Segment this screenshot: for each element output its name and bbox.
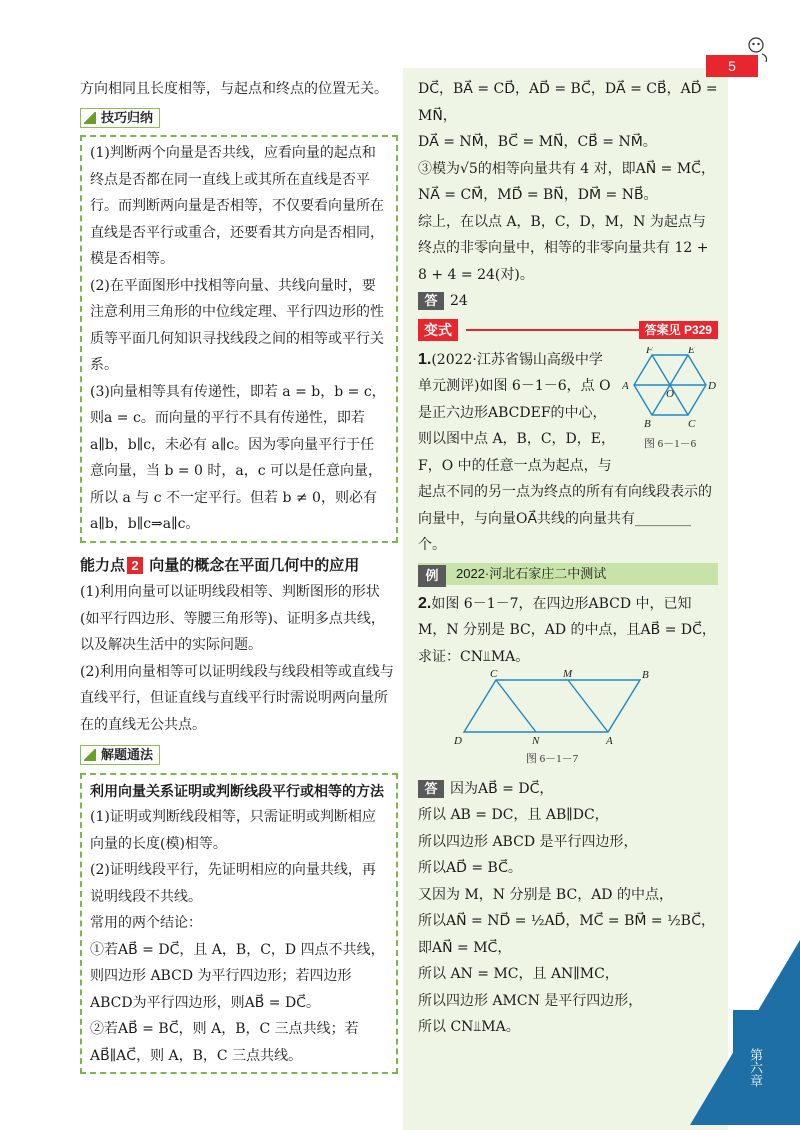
hexagon-caption: 图 6－1－6 [643, 437, 697, 450]
proof-line-8: 所以 AN = MC，且 AN∥MC， [418, 966, 619, 982]
parallelogram-figure [418, 670, 718, 766]
para-label-b: B [642, 670, 649, 681]
question-1-text: (2022·江苏省锡山高级中学单元测评)如图 6－1－6，点 O 是正六边形ABCDEF的中心，则以图中点 A，B，C，D，E，F，O 中的任意一点为起点，与起点不同的另一点为终点的所有有向线段表示的向量中，与向量OA⃗共线的向量共有________个。 [418, 351, 712, 553]
question-1-number: 1. [418, 350, 432, 368]
method-title: 利用向量关系证明或判断线段平行或相等的方法 [90, 782, 384, 799]
ability-heading [80, 553, 398, 580]
hex-label-d: D [708, 379, 716, 392]
cont-line-2: DA⃗ = NM⃗，BC⃗ = MN⃗，CB⃗ = NM⃗。 [418, 134, 657, 150]
proof-line-1: 因为AB⃗ = DC⃗， [450, 780, 554, 797]
cont-line-1: DC⃗，BA⃗ = CD⃗，AD⃗ = BC⃗，DA⃗ = CB⃗，AD⃗ = MN⃗， [418, 81, 718, 124]
ability-title: 向量的概念在平面几何中的应用 [149, 556, 360, 574]
answer-value: 24 [450, 293, 468, 309]
method-box [80, 773, 398, 1075]
intro-line: 方向相同且长度相等，与起点和终点的位置无关。 [80, 81, 388, 97]
method-para-4: ①若AB⃗ = DC⃗，且 A，B，C，D 四点不共线，则四边形 ABCD 为平行四边形；若四边形 ABCD为平行四边形，则AB⃗ = DC⃗。 [90, 941, 385, 1011]
cont-line-3: ③模为√5的相等向量共有 4 对，即AN⃗ = MC⃗， [418, 160, 715, 177]
ability-para-1: (1)利用向量可以证明线段相等、判断图形的形状(如平行四边形、等腰三角形等)、证明多点共线，以及解决生活中的实际问题。 [80, 584, 385, 653]
hex-label-a: A [622, 379, 629, 392]
proof-line-7: 即AN⃗ = MC⃗， [418, 939, 512, 956]
hex-label-f: F [646, 346, 653, 356]
para-label-c: C [490, 670, 498, 680]
para-label-a: A [606, 735, 613, 747]
example-tag: 例 [418, 565, 446, 587]
answer-reference: 答案见 P329 [639, 321, 718, 339]
proof-line-4: 所以AD⃗ = BC⃗。 [418, 860, 522, 876]
proof-line-3: 所以四边形 ABCD 是平行四边形， [418, 833, 638, 850]
hexagon-figure [622, 347, 718, 455]
question-2-number: 2. [418, 594, 432, 612]
chapter-tab: 第六章 [733, 1010, 777, 1125]
method-heading [80, 742, 398, 769]
tip-3: (3)向量相等具有传递性，即若 a = b，b = c，则a = c。而向量的平行不具有传递性，即若 a∥b，b∥c，未必有 a∥c。因为零向量平行于任意向量，当 b = 0 时，a，c 可以是任意向量，所以 a 与 c 不一定平行。但若 b ≠ 0，则必有a∥b，b∥c⇒a∥c。 [90, 383, 386, 532]
para-label-d: D [454, 735, 462, 747]
proof-line-9: 所以四边形 AMCN 是平行四边形， [418, 992, 643, 1009]
tips-heading [80, 105, 398, 132]
parallelogram-caption: 图 6－1－7 [525, 753, 579, 765]
variant-tag: 变式 [418, 319, 458, 341]
method-para-1: (1)证明或判断线段相等，只需证明或判断相应向量的长度(模)相等。 [90, 809, 376, 852]
ability-para-2: (2)利用向量相等可以证明线段与线段相等或直线与直线平行，但证直线与直线平行时需说明两向量所在的直线无公共点。 [80, 663, 394, 733]
method-para-3: 常用的两个结论： [90, 915, 202, 931]
question-2-text: 如图 6－1－7，在四边形ABCD 中，已知 M，N 分别是 BC，AD 的中点，且AB⃗ = DC⃗，求证：CN⫫MA。 [418, 595, 716, 665]
para-label-n: N [532, 735, 540, 747]
left-column [80, 76, 398, 1074]
answer-tag: 答 [418, 292, 444, 310]
cont-line-4: NA⃗ = CM⃗，MD⃗ = BN⃗，DM⃗ = NB⃗。 [418, 187, 658, 203]
method-para-2: (2)证明线段平行，先证明相应的向量共线，再说明线段不共线。 [90, 862, 376, 905]
proof-line-5: 又因为 M，N 分别是 BC，AD 的中点， [418, 886, 673, 903]
tips-box [80, 135, 398, 543]
proof-line-2: 所以 AB = DC，且 AB∥DC， [418, 807, 609, 823]
hex-label-o: O [666, 387, 674, 400]
page-number: 5 [706, 55, 758, 77]
proof-answer-tag: 答 [418, 780, 444, 798]
tip-2: (2)在平面图形中找相等向量、共线向量时，要注意利用三角形的中位线定理、平行四边形的性质等平面几何知识寻找线段之间的相等或平行关系。 [90, 277, 384, 373]
mascot-icon [744, 36, 772, 66]
para-label-m: M [563, 670, 573, 680]
tips-tag: 技巧归纳 [80, 108, 160, 128]
hex-label-c: C [688, 417, 696, 430]
ability-prefix: 能力点 [80, 556, 126, 574]
example-bar [418, 563, 718, 585]
right-column [418, 76, 718, 1041]
variant-bar [418, 319, 718, 341]
method-tag: 解题通法 [80, 745, 160, 765]
question-1 [418, 347, 718, 559]
proof-line-10: 所以 CN⫫MA。 [418, 1019, 520, 1035]
hex-label-e: E [688, 346, 695, 356]
example-source: 2022·河北石家庄二中测试 [456, 565, 607, 581]
method-para-5: ②若AB⃗ = BC⃗，则 A，B，C 三点共线；若AB⃗∥AC⃗，则 A，B，C 三点共线。 [90, 1021, 359, 1064]
hex-label-b: B [644, 417, 651, 430]
answer-line [418, 288, 718, 315]
ability-number: 2 [127, 557, 143, 574]
tip-1: (1)判断两个向量是否共线，应看向量的起点和终点是否都在同一直线上或其所在直线是否平行。而判断两向量是否相等，不仅要看向量所在直线是否平行或重合，还要看其方向是否相同，模是否相等。 [90, 145, 384, 267]
cont-line-5: 综上，在以点 A，B，C，D，M，N 为起点与终点的非零向量中，相等的非零向量共有 12 + 8 + 4 = 24(对)。 [418, 213, 709, 283]
proof-line-6: 所以AN⃗ = ND⃗ = ½AD⃗，MC⃗ = BM⃗ = ½BC⃗， [418, 913, 715, 929]
